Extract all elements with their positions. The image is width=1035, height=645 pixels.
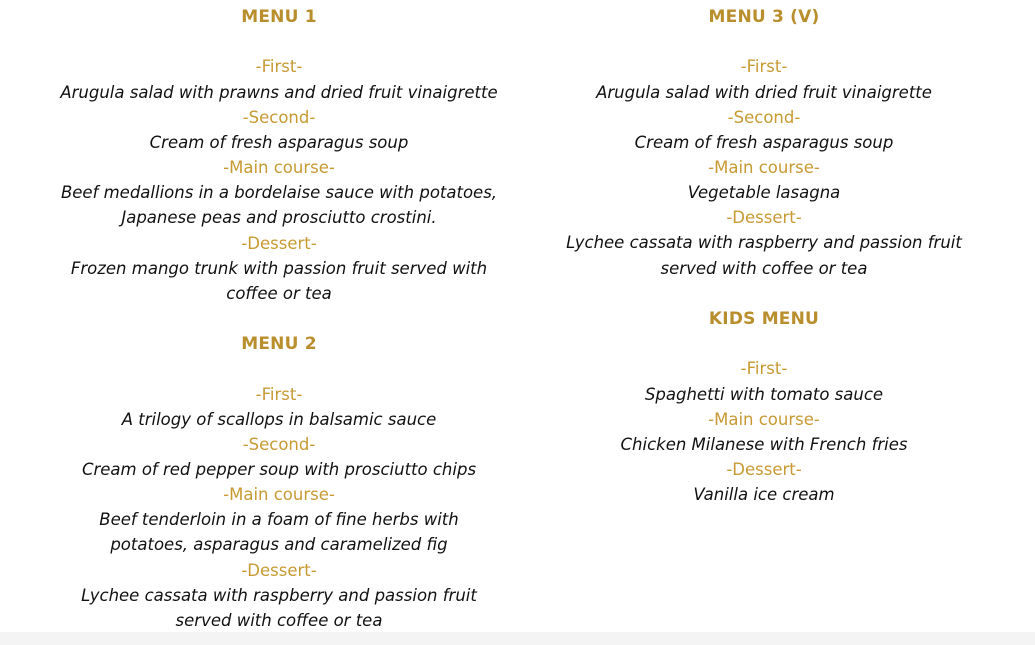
menu1-main-line2: Japanese peas and prosciutto crostini.	[121, 208, 437, 227]
menu1-main-label: -Main course-	[223, 158, 335, 177]
menu2-dessert-line1: Lychee cassata with raspberry and passion fruit	[81, 586, 477, 605]
menu3-first-item: Arugula salad with dried fruit vinaigrette	[596, 83, 932, 102]
menu2-first-item: A trilogy of scallops in balsamic sauce	[121, 410, 437, 429]
kids-dessert-item: Vanilla ice cream	[693, 485, 835, 504]
menu3-dessert-line1: Lychee cassata with raspberry and passion fruit	[566, 233, 962, 252]
menu1-dessert-line1: Frozen mango trunk with passion fruit served with	[70, 259, 488, 278]
kids-first-label: -First-	[740, 359, 788, 378]
menu3-dessert-line2: served with coffee or tea	[660, 259, 868, 278]
menu2-dessert-line2: served with coffee or tea	[175, 611, 383, 630]
kids-dessert-label: -Dessert-	[726, 460, 802, 479]
menu2-first-label: -First-	[255, 385, 303, 404]
menu2-main-line2: potatoes, asparagus and caramelized fig	[110, 535, 448, 554]
menu1-first-item: Arugula salad with prawns and dried fruit vinaigrette	[60, 83, 498, 102]
menu1-main-line1: Beef medallions in a bordelaise sauce with potatoes,	[60, 183, 498, 202]
menu2-second-item: Cream of red pepper soup with prosciutto chips	[81, 460, 477, 479]
kids-main-label: -Main course-	[708, 410, 820, 429]
menu2-title: MENU 2	[241, 334, 317, 354]
right-column	[514, 0, 1014, 632]
kids-first-item: Spaghetti with tomato sauce	[644, 385, 884, 404]
menu2-second-label: -Second-	[242, 435, 316, 454]
menu2-dessert-label: -Dessert-	[241, 561, 317, 580]
menu3-main-label: -Main course-	[708, 158, 820, 177]
menu1-dessert-line2: coffee or tea	[226, 284, 332, 303]
kids-title: KIDS MENU	[708, 309, 820, 329]
kids-main-item: Chicken Milanese with French fries	[620, 435, 908, 454]
menu2-main-line1: Beef tenderloin in a foam of fine herbs with	[99, 510, 459, 529]
menu3-title: MENU 3 (V)	[708, 7, 820, 27]
menu1-second-label: -Second-	[242, 108, 316, 127]
menu3-second-item: Cream of fresh asparagus soup	[634, 133, 894, 152]
menu1-dessert-label: -Dessert-	[241, 234, 317, 253]
bottom-band	[0, 632, 1035, 645]
left-column	[29, 0, 529, 632]
menu3-first-label: -First-	[740, 57, 788, 76]
menu1-title: MENU 1	[241, 7, 317, 27]
menu3-dessert-label: -Dessert-	[726, 208, 802, 227]
menu1-second-item: Cream of fresh asparagus soup	[149, 133, 409, 152]
menu1-first-label: -First-	[255, 57, 303, 76]
menu3-main-item: Vegetable lasagna	[687, 183, 841, 202]
menu3-second-label: -Second-	[727, 108, 801, 127]
menu2-main-label: -Main course-	[223, 485, 335, 504]
